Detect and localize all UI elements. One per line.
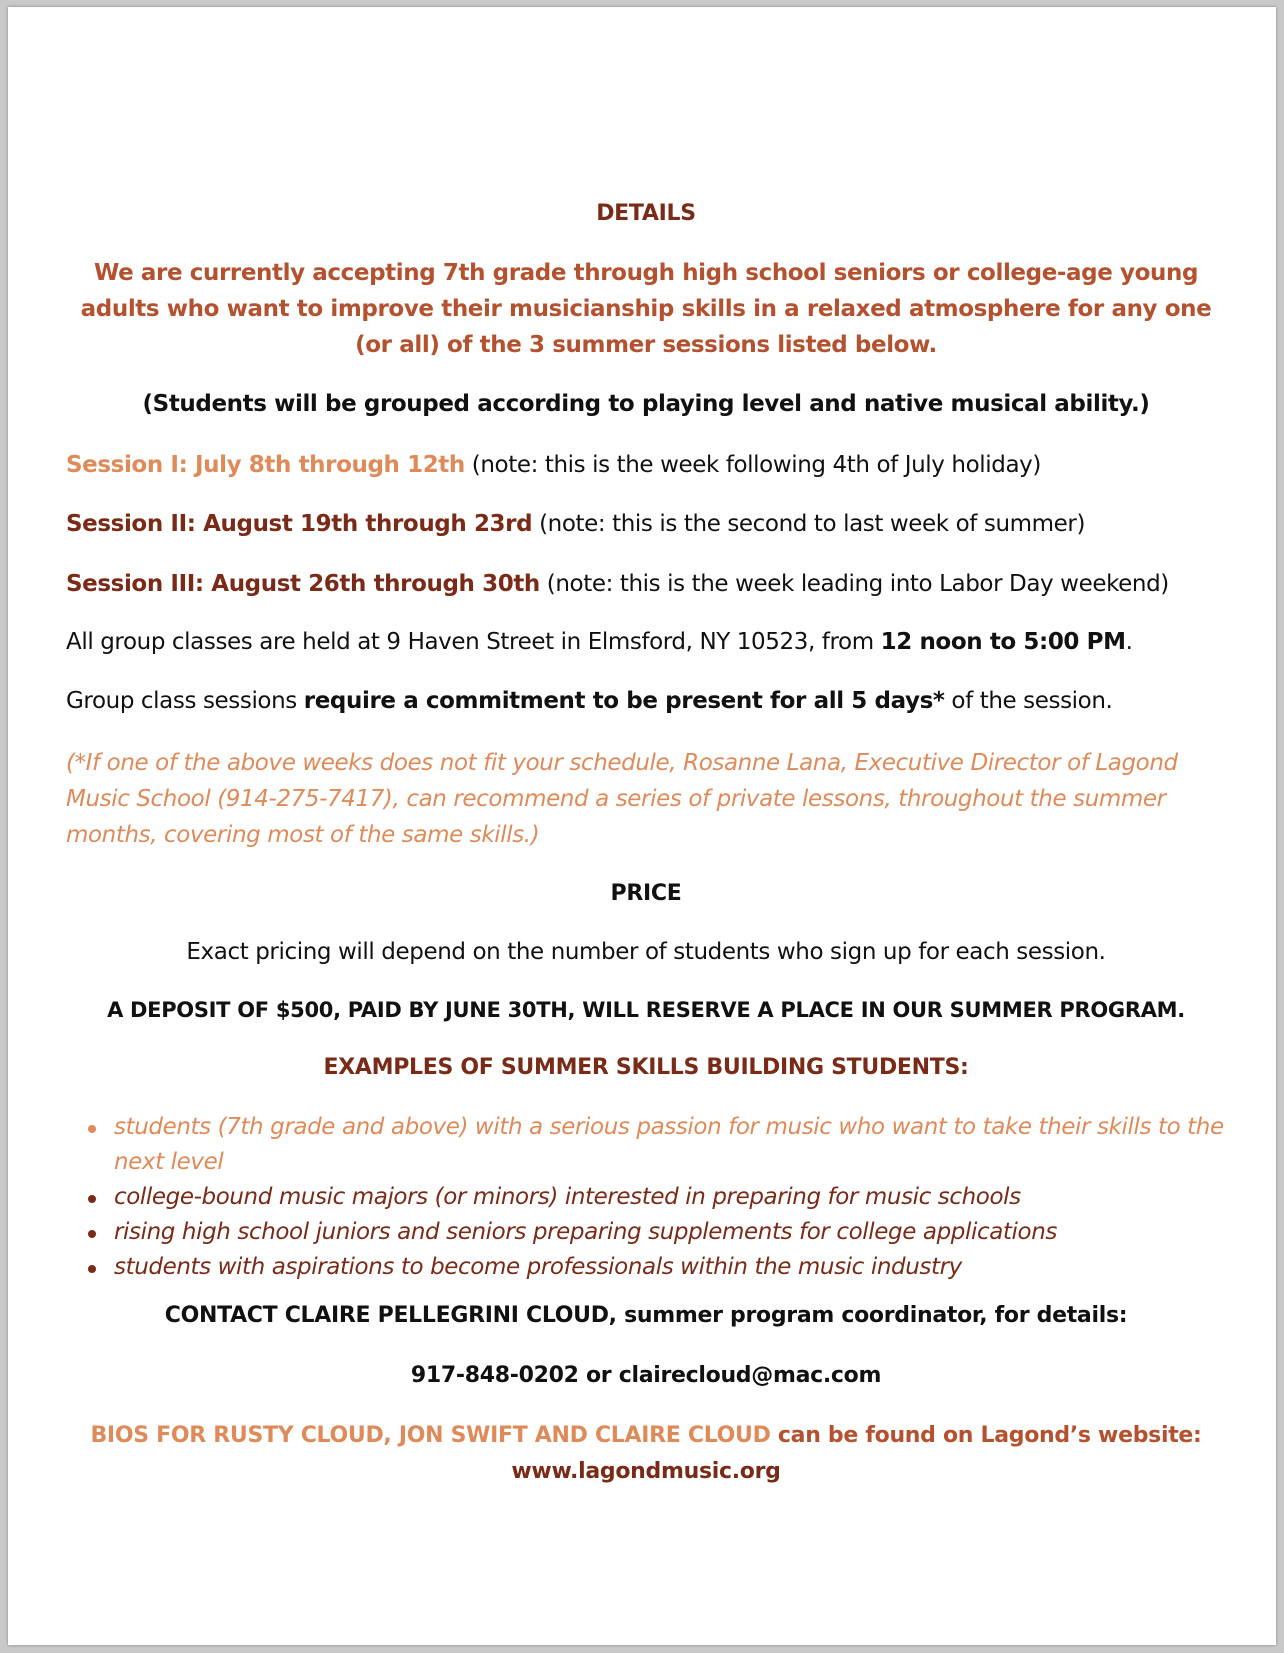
contact-line: CONTACT CLAIRE PELLEGRINI CLOUD, summer program coordinator, for details: [164,1303,1128,1328]
list-item: students (7th grade and above) with a serious passion for music who want to take their skills to the next level [84,1110,1224,1180]
document-page [8,7,1276,1645]
list-item: students with aspirations to become professionals within the music industry [84,1250,1224,1285]
list-item: rising high school juniors and seniors preparing supplements for college applications [84,1215,1224,1250]
session-2-label: Session II: August 19th through 23rd [66,511,533,537]
bios-rest: can be found on Lagond’s website: [770,1423,1202,1448]
location-paragraph [66,625,1226,659]
commitment-pre: Group class sessions [66,688,304,714]
deposit-notice: A DEPOSIT OF $500, PAID BY JUNE 30TH, WILL RESERVE A PLACE IN OUR SUMMER PROGRAM. [107,998,1185,1022]
price-heading: PRICE [610,881,682,906]
session-3-note: (note: this is the week leading into Labor Day weekend) [539,571,1169,597]
session-3 [66,567,1226,601]
location-text: All group classes are held at 9 Haven Street in Elmsford, NY 10523, from [66,629,881,655]
examples-heading: EXAMPLES OF SUMMER SKILLS BUILDING STUDENTS: [323,1055,969,1080]
session-1-note: (note: this is the week following 4th of July holiday) [464,452,1041,478]
intro-paragraph: We are currently accepting 7th grade through high school seniors or college-age young adults who want to improve their musicianship skills in a relaxed atmosphere for any one (or all) of the 3 summer sessions listed below. [80,260,1212,358]
examples-list [84,1110,1224,1285]
session-1-label: Session I: July 8th through 12th [66,452,465,478]
session-2-note: (note: this is the second to last week of summer) [532,511,1086,537]
bios-paragraph [66,1418,1226,1490]
website-link[interactable]: www.lagondmusic.org [511,1459,781,1484]
private-lessons-footnote: (*If one of the above weeks does not fit your schedule, Rosanne Lana, Executive Director of Lagond Music School (914-275-7417), can recommend a series of private lessons, throughout the summer months, covering most of the same skills.) [66,750,1178,848]
grouping-note: (Students will be grouped according to playing level and native musical ability.) [142,391,1150,417]
details-heading: DETAILS [596,201,696,226]
bios-names: BIOS FOR RUSTY CLOUD, JON SWIFT AND CLAIRE CLOUD [90,1423,771,1448]
commitment-bold: require a commitment to be present for all 5 days* [303,688,945,714]
class-time: 12 noon to 5:00 PM [880,629,1126,655]
pricing-text: Exact pricing will depend on the number of students who sign up for each session. [186,939,1106,965]
contact-info: 917-848-0202 or clairecloud@mac.com [410,1363,882,1388]
list-item: college-bound music majors (or minors) interested in preparing for music schools [84,1180,1224,1215]
commitment-post: of the session. [944,688,1113,714]
session-2 [66,507,1226,541]
session-1 [66,448,1226,482]
session-3-label: Session III: August 26th through 30th [66,571,540,597]
commitment-paragraph [66,684,1226,718]
location-end: . [1125,629,1133,655]
